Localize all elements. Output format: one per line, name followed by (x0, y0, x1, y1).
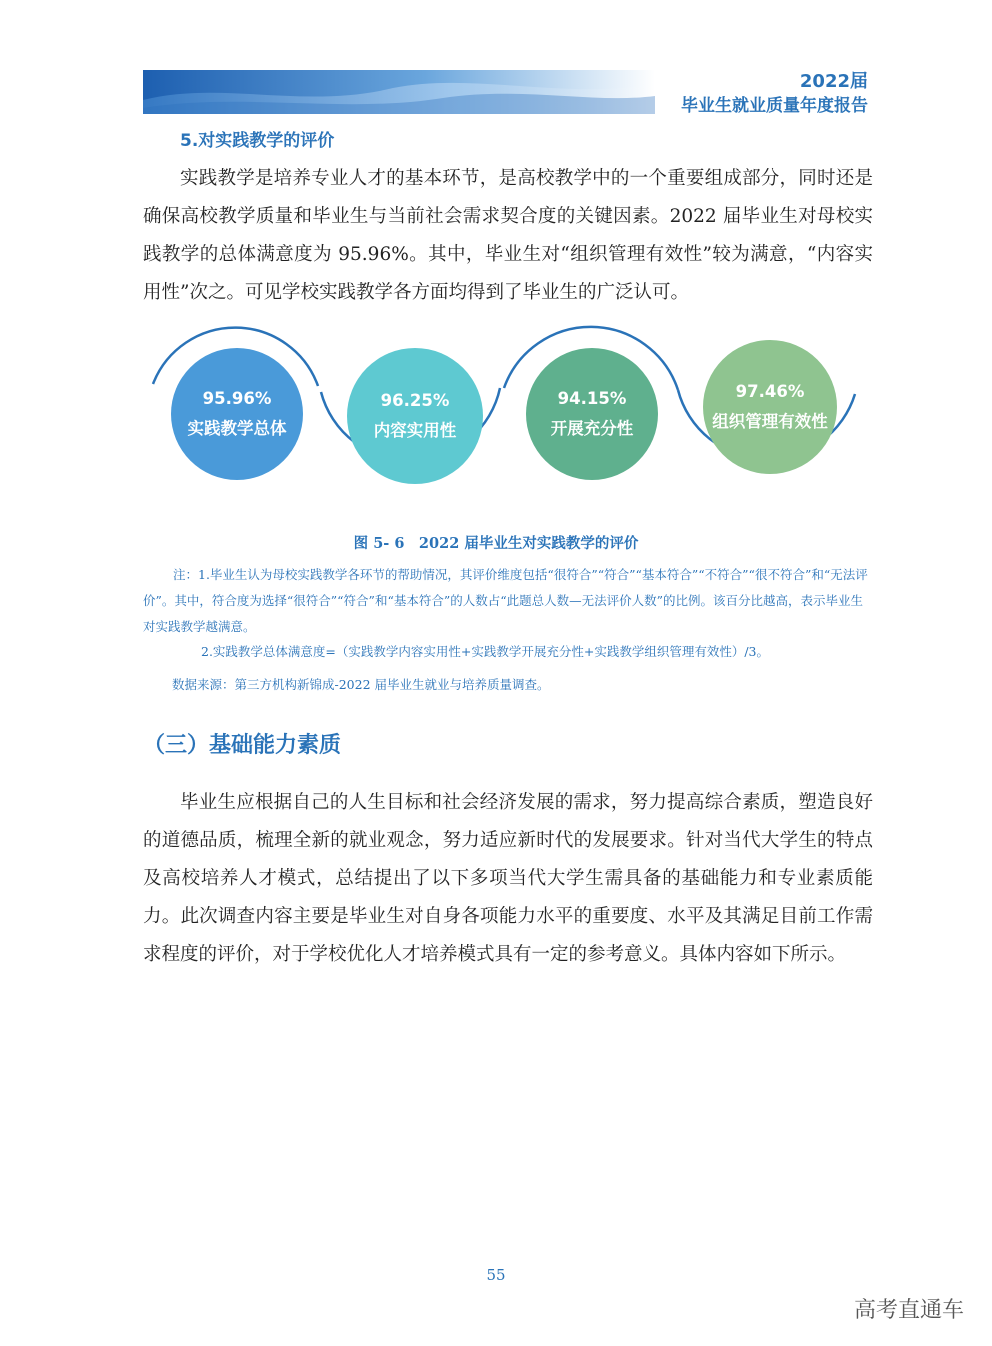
data-source: 数据来源：第三方机构新锦成-2022 届毕业生就业与培养质量调查。 (172, 677, 550, 692)
bubble-implementation-adequacy (526, 348, 658, 480)
bubble-content-practicality (347, 348, 483, 484)
bubble-implementation-adequacy-value: 94.15% (557, 389, 627, 408)
bubble-overall-label: 实践教学总体 (187, 419, 287, 438)
bubble-management-effectiveness (703, 340, 837, 474)
header-title (681, 70, 868, 118)
bubble-implementation-adequacy-label: 开展充分性 (550, 419, 634, 438)
subsection-title: （三）基础能力素质 (143, 733, 342, 758)
paragraph-basic-abilities: 毕业生应根据自己的人生目标和社会经济发展的需求，努力提高综合素质，塑造良好的道德品质，梳理全新的就业观念，努力适应新时代的发展要求。针对当代大学生的特点及高校培养人才模式，总结提出了以下多项当代大学生需具备的基础能力和专业素质能力。此次调查内容主要是毕业生对自身各项能力水平的重要度、水平及其满足目前工作需求程度的评价，对于学校优化人才培养模式具有一定的参考意义。具体内容如下所示。 (143, 792, 873, 965)
header-report-title: 毕业生就业质量年度报告 (681, 96, 868, 116)
figure-caption: 图 5- 6 2022 届毕业生对实践教学的评价 (353, 535, 639, 552)
section-title: 5.对实践教学的评价 (180, 131, 335, 151)
header-year: 2022届 (799, 71, 868, 92)
bubble-management-effectiveness-label: 组织管理有效性 (712, 412, 828, 431)
page-number: 55 (486, 1266, 506, 1284)
header-banner (143, 70, 655, 114)
note-1: 注：1.毕业生认为母校实践教学各环节的帮助情况，其评价维度包括“很符合”“符合”“基本符合”“不符合”“很不符合”和“无法评价”。其中，符合度为选择“很符合”“符合”和“基本符合”的人数占“此题总人数—无法评价人数”的比例。该百分比越高，表示毕业生对实践教学越满意。 (143, 567, 868, 634)
bubble-overall-value: 95.96% (202, 389, 272, 408)
note-2: 2.实践教学总体满意度=（实践教学内容实用性+实践教学开展充分性+实践教学组织管理有效性）/3。 (201, 644, 770, 659)
bubble-overall (171, 348, 303, 480)
bubble-content-practicality-value: 96.25% (380, 391, 450, 410)
bubble-management-effectiveness-value: 97.46% (735, 382, 805, 401)
bubble-content-practicality-label: 内容实用性 (373, 421, 457, 440)
practice-teaching-chart (143, 322, 873, 522)
paragraph-practice-teaching: 实践教学是培养专业人才的基本环节，是高校教学中的一个重要组成部分，同时还是确保高校教学质量和毕业生与当前社会需求契合度的关键因素。2022 届毕业生对母校实践教学的总体满意度为 95.96%。其中，毕业生对“组织管理有效性”较为满意，“内容实用性”次之。可见学校实践教学各方面均得到了毕业生的广泛认可。 (143, 168, 873, 303)
watermark: 高考直通车 (853, 1298, 964, 1323)
